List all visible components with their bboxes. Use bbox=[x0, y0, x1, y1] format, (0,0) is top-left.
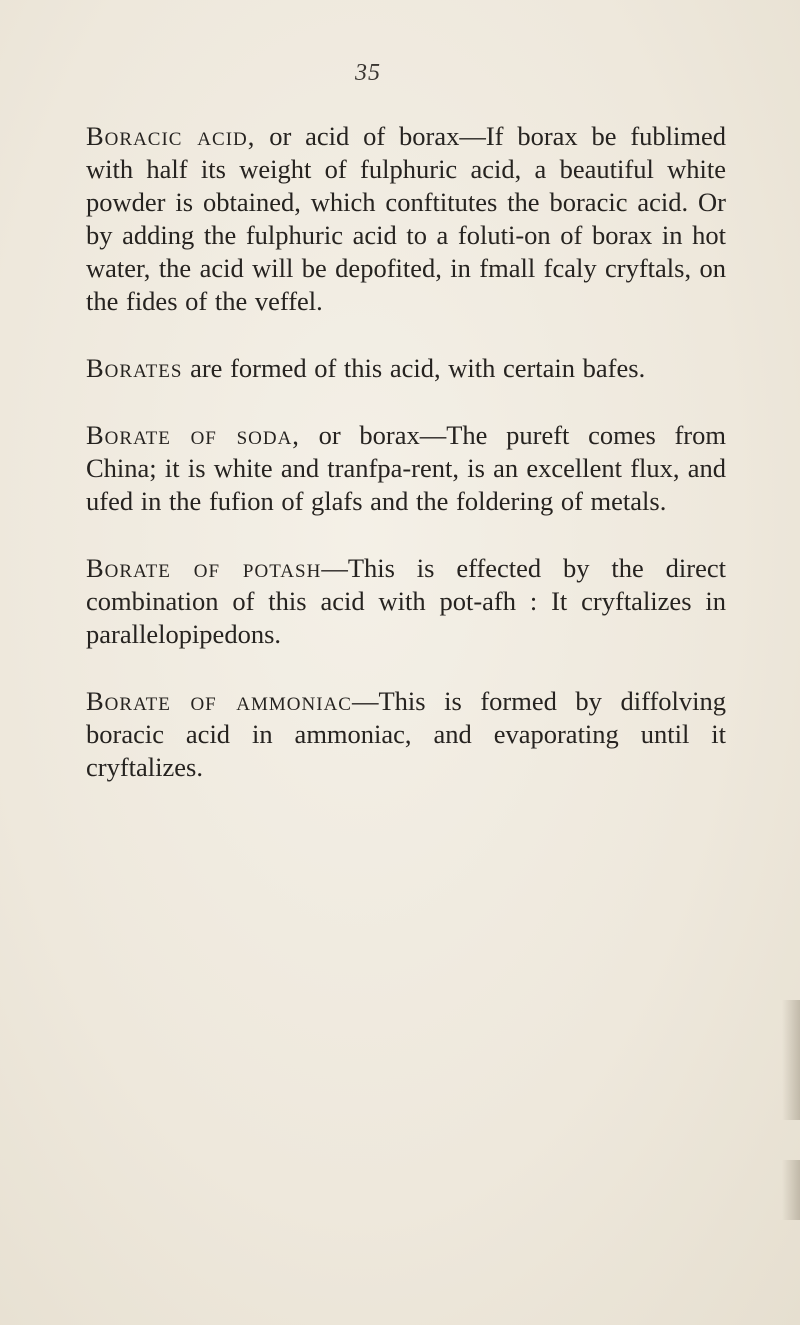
paragraph-text: —This is effected by the direct combination of this acid with pot-afh : It cryftalizes in parallelopipedons. bbox=[86, 553, 726, 649]
page-edge-stain bbox=[782, 1160, 800, 1220]
paragraph-text: or borax—The pureft comes from China; it is white and tranfpa-rent, is an excellent flux, and ufed in the fufion of glafs and the foldering of metals. bbox=[86, 420, 726, 516]
paragraph-boracic-acid bbox=[86, 120, 726, 318]
paragraph-borate-of-potash bbox=[86, 552, 726, 651]
paragraph-heading: Borates bbox=[86, 353, 183, 383]
paragraph-heading: Borate of ammoniac bbox=[86, 686, 352, 716]
paragraph-borates bbox=[86, 352, 726, 385]
paragraph-borate-of-ammoniac bbox=[86, 685, 726, 784]
paragraph-borate-of-soda bbox=[86, 419, 726, 518]
paragraph-text: are formed of this acid, with certain bafes. bbox=[182, 353, 646, 383]
paragraph-text: or acid of borax—If borax be fublimed with half its weight of fulphuric acid, a beautiful white powder is obtained, which conftitutes the boracic acid. Or by adding the fulphuric acid to a foluti-on of borax in hot water, the acid will be depofited, in fmall fcaly cryftals, on the fides of the veffel. bbox=[86, 121, 727, 316]
paragraph-heading: Borate of potash bbox=[86, 553, 322, 583]
paragraph-heading: Boracic acid, bbox=[86, 121, 256, 151]
page-number: 35 bbox=[355, 60, 381, 86]
page-edge-stain bbox=[782, 1000, 800, 1120]
page-body bbox=[86, 120, 726, 818]
paragraph-text: —This is formed by diffolving boracic acid in ammoniac, and evaporating until it cryftalizes. bbox=[86, 686, 726, 782]
paragraph-heading: Borate of soda, bbox=[86, 420, 300, 450]
